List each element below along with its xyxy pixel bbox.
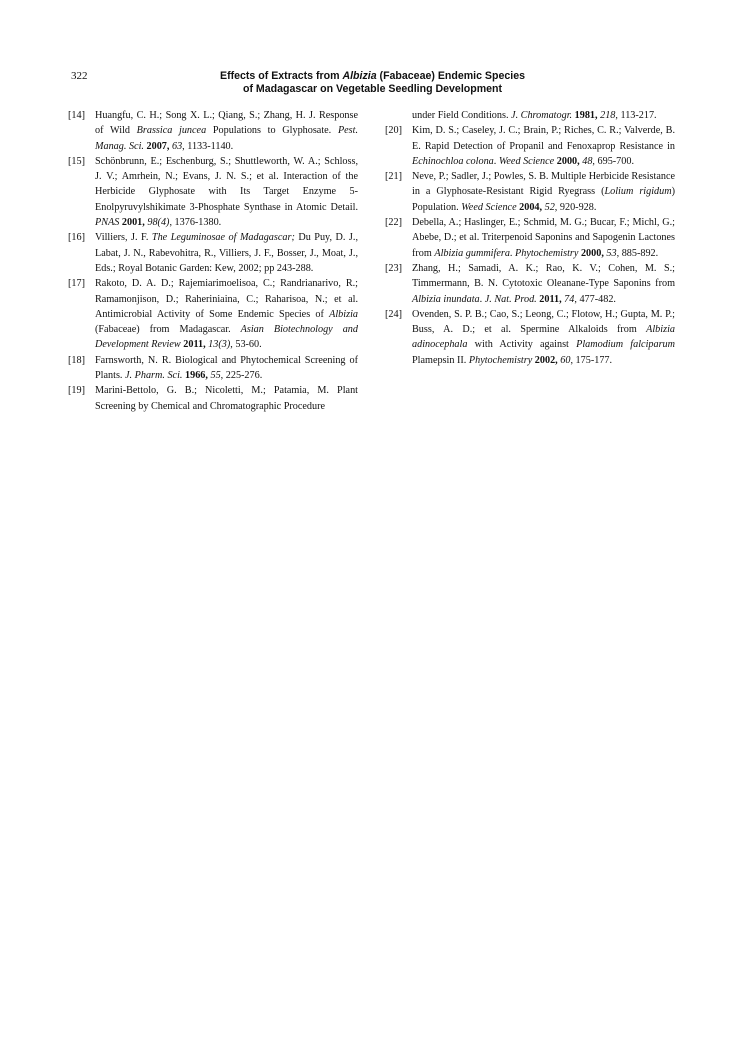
reference-text: Ovenden, S. P. B.; Cao, S.; Leong, C.; Flotow, H.; Gupta, M. P.; Buss, A. D.; et al. Spermine Alkaloids from Albizia adinocephala with Activity against Plamodium falciparum Plamepsin II. Phytochemistry 2002, 60, 175-177. xyxy=(412,308,676,366)
reference-text: Farnsworth, N. R. Biological and Phytochemical Screening of Plants. J. Pharm. Sci. 1966, 55, 225-276. xyxy=(95,354,358,382)
running-title-part: Effects of Extracts from xyxy=(220,70,343,82)
reference-item xyxy=(385,169,675,215)
running-title xyxy=(160,70,585,96)
reference-text: Huangfu, C. H.; Song X. L.; Qiang, S.; Zhang, H. J. Response of Wild Brassica juncea Populations to Glyphosate. Pest. Manag. Sci. 2007, 63, 1133-1140. xyxy=(95,110,359,152)
reference-item xyxy=(68,230,358,276)
reference-text: Marini-Bettolo, G. B.; Nicoletti, M.; Patamia, M. Plant Screening by Chemical and Chromatographic Procedure xyxy=(95,385,358,412)
page-number: 322 xyxy=(71,70,88,82)
reference-text: Kim, D. S.; Caseley, J. C.; Brain, P.; Riches, C. R.; Valverde, B. E. Rapid Detection of Propanil and Fenoxaprop Resistance in Echinochloa colona. Weed Science 2000, 48, 695-700. xyxy=(412,125,675,167)
reference-item xyxy=(68,276,358,352)
reference-item xyxy=(68,108,358,154)
running-title-part: (Fabaceae) Endemic Species xyxy=(376,70,525,82)
reference-item xyxy=(385,307,675,368)
reference-item xyxy=(385,123,675,169)
reference-text: Zhang, H.; Samadi, A. K.; Rao, K. V.; Cohen, M. S.; Timmermann, B. N. Cytotoxic Oleanane-Type Saponins from Albizia inundata. J. Nat. Prod. 2011, 74, 477-482. xyxy=(412,262,675,305)
reference-number: [23] xyxy=(385,262,402,274)
running-title-genus: Albizia xyxy=(342,70,377,82)
reference-text: Debella, A.; Haslinger, E.; Schmid, M. G.; Bucar, F.; Michl, G.; Abebe, D.; et al. Triterpenoid Saponins and Sapogenin Lactones from Albizia gummifera. Phytochemistry 2000, 53, 885-892. xyxy=(412,217,675,259)
reference-text: Schönbrunn, E.; Eschenburg, S.; Shuttleworth, W. A.; Schloss, J. V.; Amrhein, N.; Evans, J. N. S.; et al. Interaction of the Herbicide Glyphosate with Its Target Enzyme 5-Enolpyruvylshikimate 3-Phosphate Synthase in Atomic Detail. PNAS 2001, 98(4), 1376-1380. xyxy=(95,155,358,229)
reference-item xyxy=(385,215,675,261)
references-right-column xyxy=(385,108,675,368)
reference-text: Rakoto, D. A. D.; Rajemiarimoelisoa, C.; Randrianarivo, R.; Ramamonjison, D.; Raheriniaina, C.; Raharisoa, N.; et al. Antimicrobial Activity of Some Endemic Species of Albizia (Fabaceae) from Madagascar. Asian Biotechnology and Development Review 2011, 13(3), 53-60. xyxy=(95,278,358,351)
reference-text: Villiers, J. F. The Leguminosae of Madagascar; Du Puy, D. J., Labat, J. N., Rabevohitra, R., Villiers, J. F., Bosser, J., Moat, J., Eds.; Royal Botanic Garden: Kew, 2002; pp 243-288. xyxy=(95,232,358,274)
reference-text: under Field Conditions. J. Chromatogr. 1981, 218, 113-217. xyxy=(412,110,657,121)
reference-item xyxy=(385,261,675,307)
reference-item xyxy=(68,154,358,230)
reference-number: [18] xyxy=(68,354,85,366)
reference-item xyxy=(68,383,358,414)
reference-number: [20] xyxy=(385,125,402,137)
reference-item-continued xyxy=(385,108,675,123)
references-left-column xyxy=(68,108,358,414)
reference-number: [15] xyxy=(68,155,85,167)
reference-number: [14] xyxy=(68,110,85,121)
reference-number: [17] xyxy=(68,278,85,290)
reference-number: [24] xyxy=(385,308,402,320)
reference-item xyxy=(68,353,358,384)
reference-number: [19] xyxy=(68,385,85,397)
reference-number: [16] xyxy=(68,232,85,244)
reference-number: [22] xyxy=(385,217,402,229)
running-title-line2: of Madagascar on Vegetable Seedling Development xyxy=(242,83,503,95)
reference-number: [21] xyxy=(385,171,402,183)
reference-text: Neve, P.; Sadler, J.; Powles, S. B. Multiple Herbicide Resistance in a Glyphosate-Resistant Rigid Ryegrass (Lolium rigidum) Population. Weed Science 2004, 52, 920-928. xyxy=(412,171,675,213)
